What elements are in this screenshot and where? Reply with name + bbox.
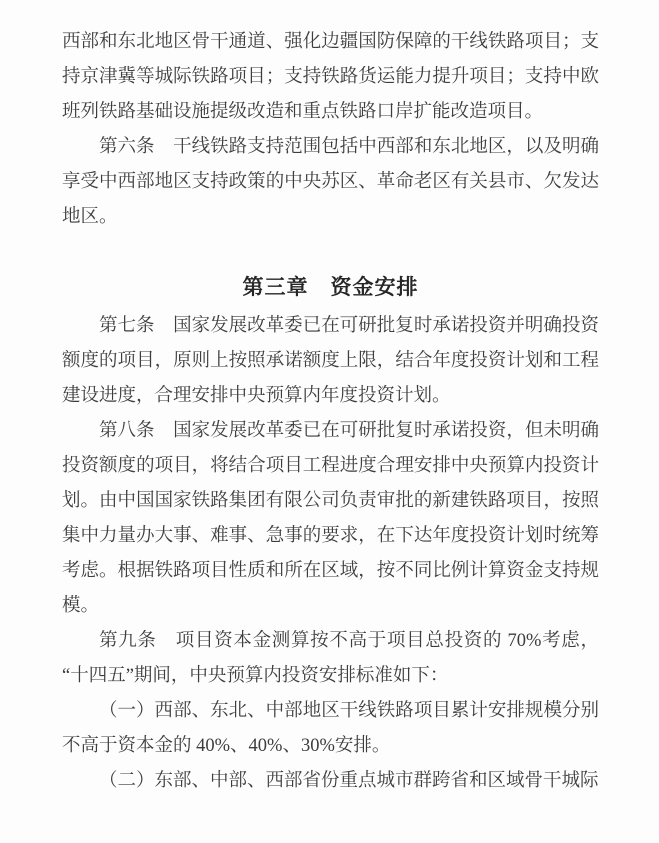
paragraph-article-7: 第七条 国家发展改革委已在可研批复时承诺投资并明确投资额度的项目，原则上按照承诺额度上限，结合年度投资计划和工程建设进度，合理安排中央预算内年度投资计划。 [62, 316, 599, 406]
chapter-3-heading: 第三章 资金安排 [242, 276, 419, 299]
paragraph-item-2: （二）东部、中部、西部省份重点城市群跨省和区域骨干城际 [99, 771, 599, 791]
paragraph-item-1: （一）西部、东北、中部地区干线铁路项目累计安排规模分别不高于资本金的 40%、40%、30%安排。 [62, 701, 599, 756]
paragraph-continuation: 西部和东北地区骨干通道、强化边疆国防保障的干线铁路项目；支持京津冀等城际铁路项目；支持铁路货运能力提升项目；支持中欧班列铁路基础设施提级改造和重点铁路口岸扩能改造项目。 [62, 32, 599, 122]
paragraph-article-9: 第九条 项目资本金测算按不高于项目总投资的 70%考虑，“十四五”期间，中央预算内投资安排标准如下： [62, 631, 599, 686]
paragraph-article-8: 第八条 国家发展改革委已在可研批复时承诺投资，但未明确投资额度的项目，将结合项目工程进度合理安排中央预算内投资计划。由中国国家铁路集团有限公司负责审批的新建铁路项目，按照集中力量办大事、难事、急事的要求，在下达年度投资计划时统筹考虑。根据铁路项目性质和所在区域，按不同比例计算资金支持规模。 [62, 421, 599, 616]
paragraph-article-6: 第六条 干线铁路支持范围包括中西部和东北地区，以及明确享受中西部地区支持政策的中央苏区、革命老区有关县市、欠发达地区。 [62, 137, 599, 227]
